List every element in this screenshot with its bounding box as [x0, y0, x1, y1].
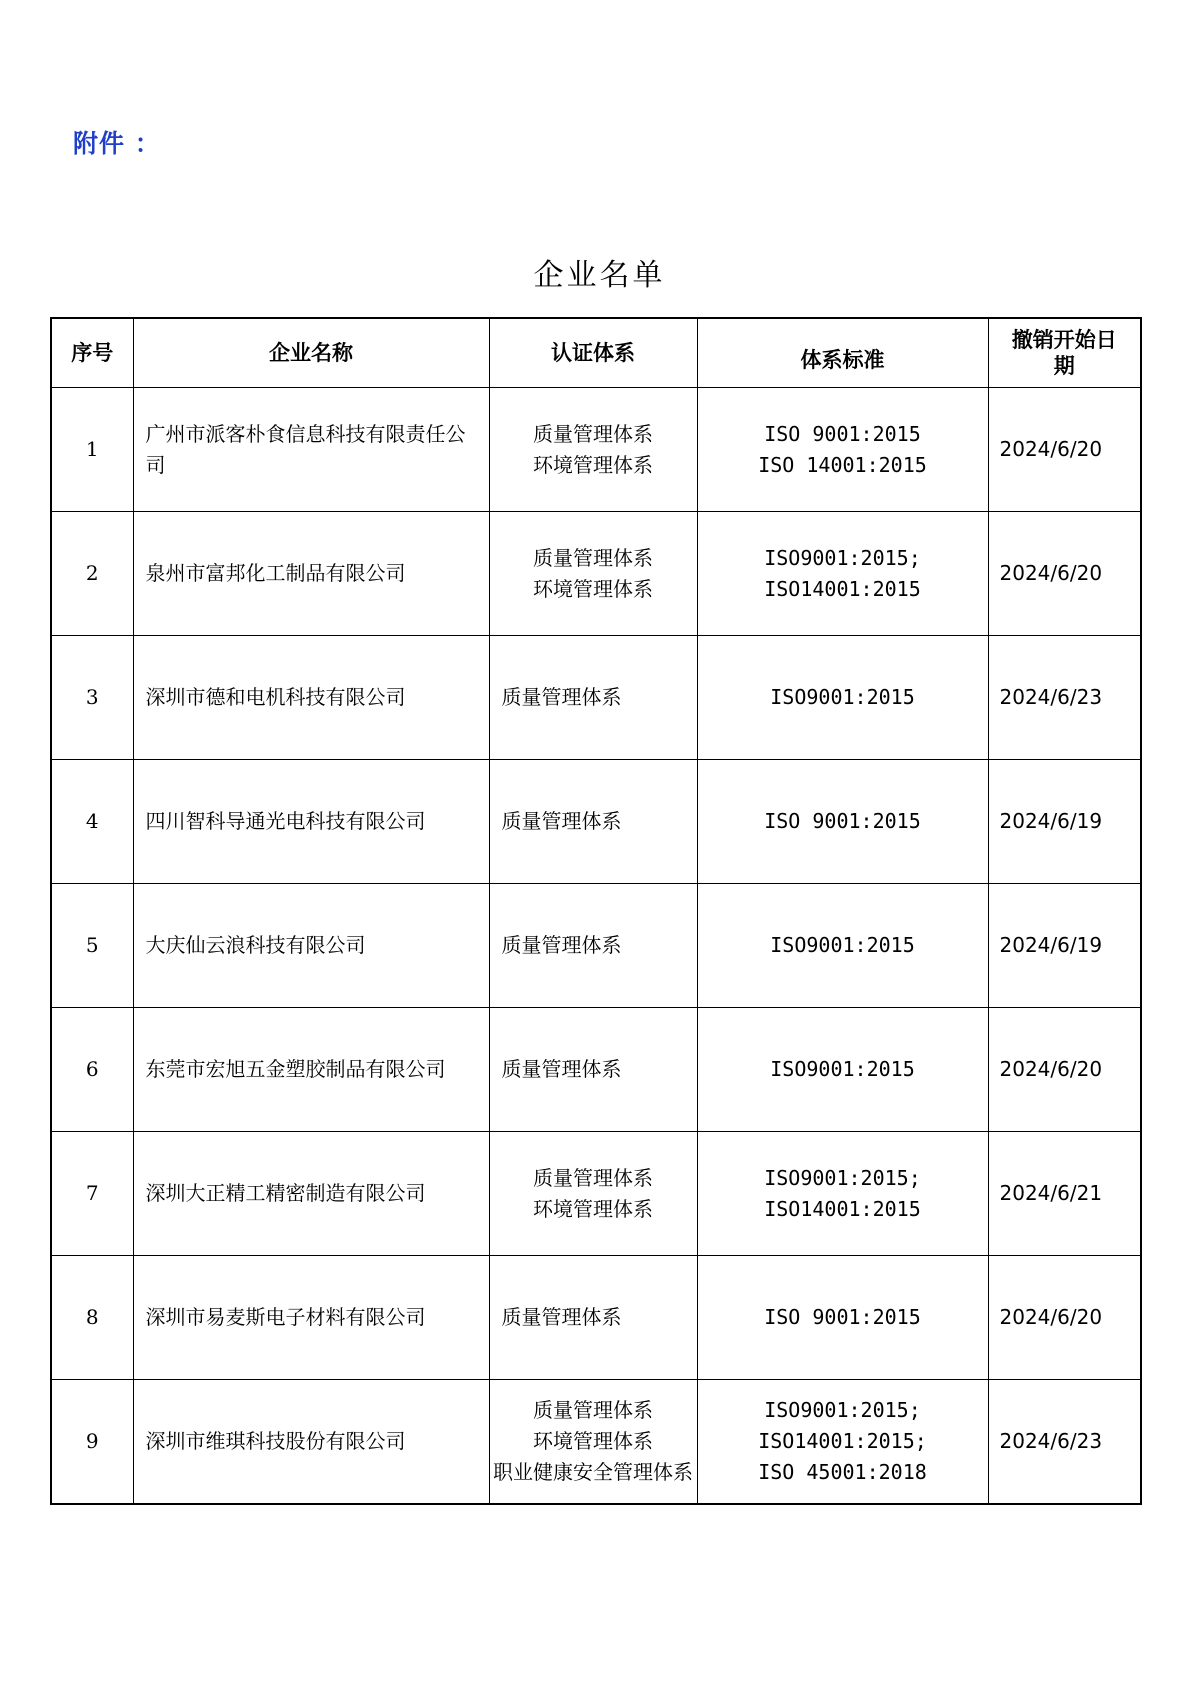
- row-revoke-date: 2024/6/20: [988, 1008, 1141, 1132]
- table-row: [51, 1256, 1141, 1380]
- system-line: 质量管理体系: [501, 933, 622, 957]
- row-seq: 8: [51, 1256, 133, 1380]
- row-revoke-date: 2024/6/20: [988, 388, 1141, 512]
- table-row: [51, 388, 1141, 512]
- header-company-name: 企业名称: [133, 318, 489, 388]
- row-company-name: 四川智科导通光电科技有限公司: [133, 760, 489, 884]
- row-seq: 4: [51, 760, 133, 884]
- row-seq: 9: [51, 1380, 133, 1505]
- row-cert-system: [489, 512, 697, 636]
- row-cert-system: [489, 760, 697, 884]
- row-company-name: 泉州市富邦化工制品有限公司: [133, 512, 489, 636]
- table-row: [51, 1008, 1141, 1132]
- system-line: 职业健康安全管理体系: [493, 1460, 693, 1484]
- table-header-row: [51, 318, 1141, 388]
- company-table: [50, 317, 1142, 1505]
- row-cert-system: [489, 1380, 697, 1505]
- table-row: [51, 636, 1141, 760]
- row-cert-system: [489, 636, 697, 760]
- table-row: [51, 1380, 1141, 1505]
- row-cert-system: [489, 1256, 697, 1380]
- header-cert-system: 认证体系: [489, 318, 697, 388]
- row-seq: 6: [51, 1008, 133, 1132]
- row-revoke-date: 2024/6/19: [988, 760, 1141, 884]
- system-line: 质量管理体系: [533, 1165, 653, 1190]
- row-standard: [697, 512, 988, 636]
- standard-line: ISO9001:2015;: [764, 1398, 921, 1422]
- standard-line: ISO 45001:2018: [758, 1460, 927, 1484]
- standard-line: ISO9001:2015: [770, 685, 915, 709]
- system-line: 质量管理体系: [501, 809, 622, 833]
- table-row: [51, 884, 1141, 1008]
- row-company-name: 大庆仙云浪科技有限公司: [133, 884, 489, 1008]
- row-revoke-date: 2024/6/19: [988, 884, 1141, 1008]
- row-revoke-date: 2024/6/20: [988, 1256, 1141, 1380]
- row-company-name: 广州市派客朴食信息科技有限责任公司: [133, 388, 489, 512]
- standard-line: ISO14001:2015;: [758, 1429, 927, 1453]
- row-cert-system: [489, 1132, 697, 1256]
- row-standard: [697, 1008, 988, 1132]
- row-seq: 2: [51, 512, 133, 636]
- row-seq: 1: [51, 388, 133, 512]
- standard-line: ISO 9001:2015: [764, 1305, 921, 1329]
- row-cert-system: [489, 1008, 697, 1132]
- row-company-name: 深圳市易麦斯电子材料有限公司: [133, 1256, 489, 1380]
- row-seq: 3: [51, 636, 133, 760]
- standard-line: ISO9001:2015: [770, 1057, 915, 1081]
- row-revoke-date: 2024/6/20: [988, 512, 1141, 636]
- row-standard: [697, 388, 988, 512]
- standard-line: ISO9001:2015;: [764, 545, 921, 570]
- standard-line: ISO14001:2015: [764, 576, 921, 601]
- row-revoke-date: 2024/6/21: [988, 1132, 1141, 1256]
- header-standard: 体系标准: [697, 318, 988, 388]
- header-seq: 序号: [51, 318, 133, 388]
- system-line: 质量管理体系: [501, 685, 622, 709]
- system-line: 环境管理体系: [533, 1429, 653, 1453]
- standard-line: ISO9001:2015: [770, 933, 915, 957]
- standard-line: ISO 9001:2015: [764, 421, 921, 446]
- table-row: [51, 512, 1141, 636]
- standard-line: ISO14001:2015: [764, 1196, 921, 1221]
- row-company-name: 东莞市宏旭五金塑胶制品有限公司: [133, 1008, 489, 1132]
- row-cert-system: [489, 388, 697, 512]
- standard-line: ISO 14001:2015: [758, 452, 927, 477]
- row-company-name: 深圳市维琪科技股份有限公司: [133, 1380, 489, 1505]
- attachment-label: 附件 ：: [73, 129, 161, 158]
- row-seq: 5: [51, 884, 133, 1008]
- system-line: 环境管理体系: [533, 576, 653, 601]
- row-standard: [697, 636, 988, 760]
- row-standard: [697, 884, 988, 1008]
- system-line: 环境管理体系: [533, 1196, 653, 1221]
- system-line: 质量管理体系: [533, 545, 653, 570]
- row-standard: [697, 1380, 988, 1505]
- system-line: 质量管理体系: [533, 421, 653, 446]
- standard-line: ISO 9001:2015: [764, 809, 921, 833]
- header-revoke-date-text: 撤销开始日期: [1011, 328, 1117, 378]
- standard-line: ISO9001:2015;: [764, 1165, 921, 1190]
- header-revoke-date: [988, 318, 1141, 388]
- system-line: 质量管理体系: [501, 1305, 622, 1329]
- page-title: 企业名单: [533, 258, 666, 293]
- row-revoke-date: 2024/6/23: [988, 1380, 1141, 1505]
- table-row: [51, 1132, 1141, 1256]
- row-seq: 7: [51, 1132, 133, 1256]
- row-standard: [697, 1132, 988, 1256]
- row-revoke-date: 2024/6/23: [988, 636, 1141, 760]
- row-standard: [697, 760, 988, 884]
- row-cert-system: [489, 884, 697, 1008]
- row-standard: [697, 1256, 988, 1380]
- system-line: 环境管理体系: [533, 452, 653, 477]
- system-line: 质量管理体系: [533, 1398, 653, 1422]
- row-company-name: 深圳市德和电机科技有限公司: [133, 636, 489, 760]
- system-line: 质量管理体系: [501, 1057, 622, 1081]
- table-row: [51, 760, 1141, 884]
- row-company-name: 深圳大正精工精密制造有限公司: [133, 1132, 489, 1256]
